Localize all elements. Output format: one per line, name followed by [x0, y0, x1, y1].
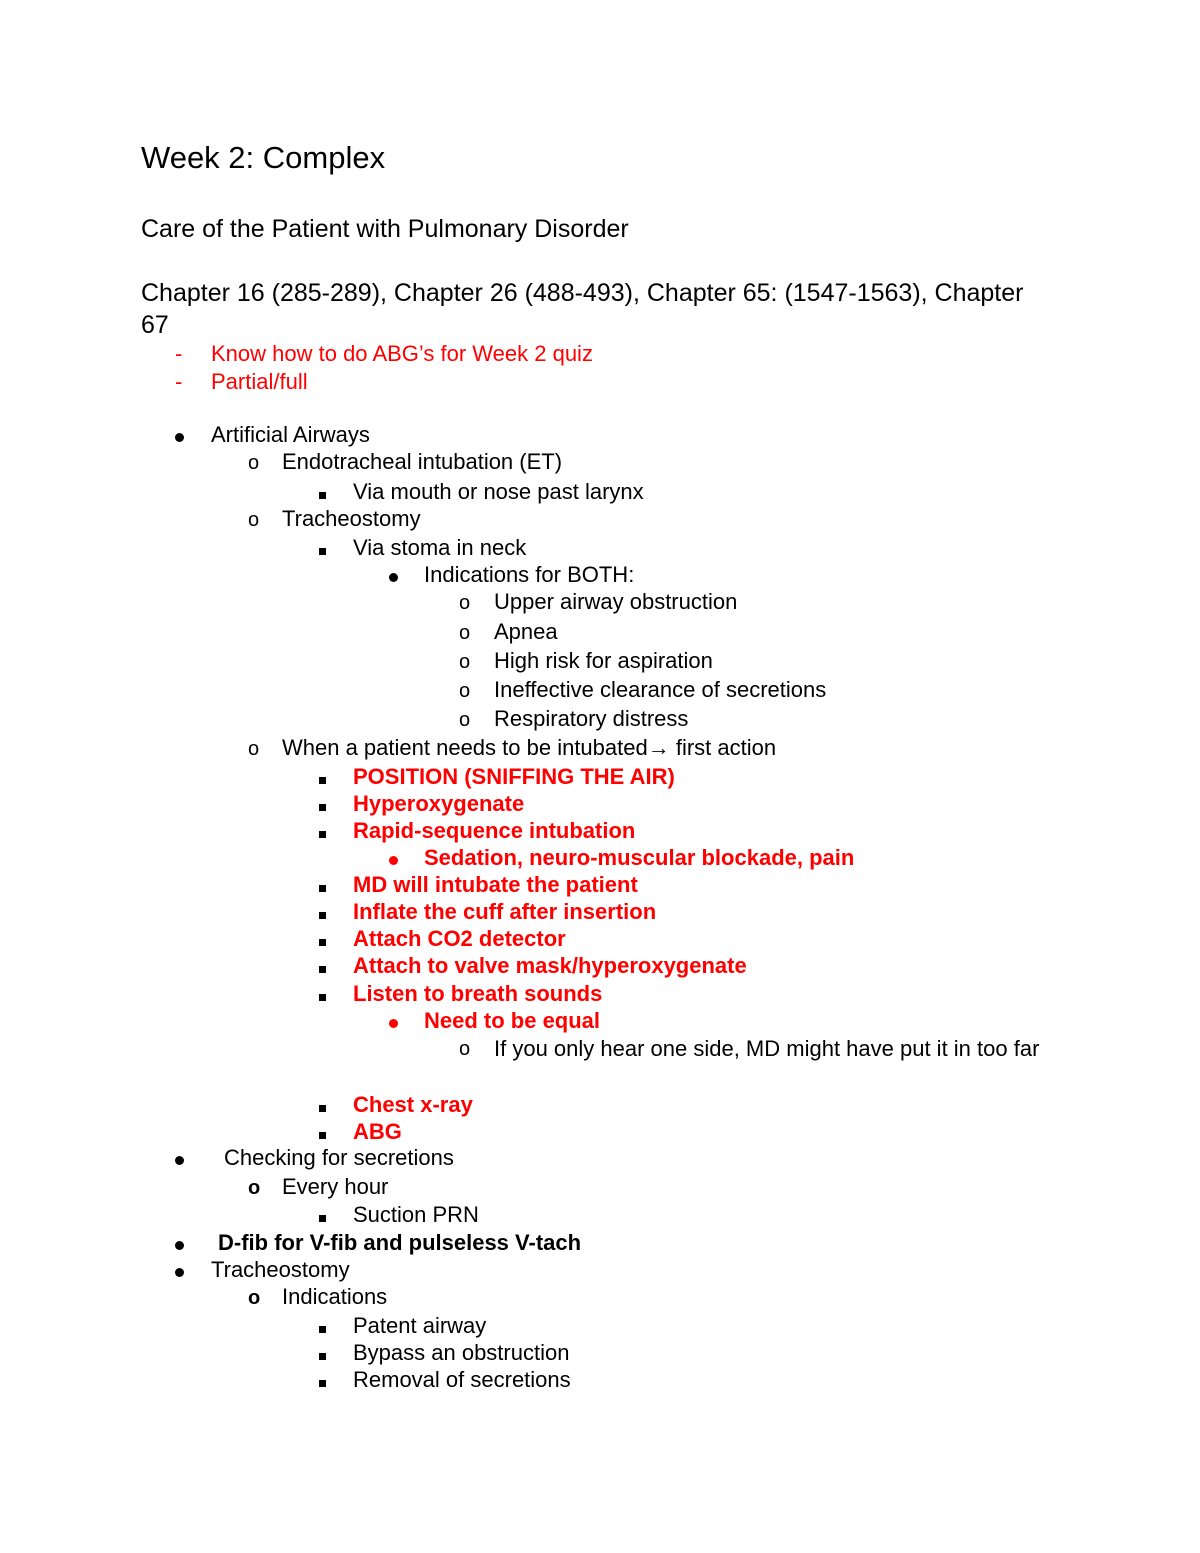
- list-item-text: Ineffective clearance of secretions: [494, 677, 827, 702]
- list-item: [0, 618, 1200, 646]
- list-item-text: Attach CO2 detector: [353, 926, 566, 951]
- list-item: [0, 1256, 1200, 1284]
- list-item: [0, 817, 1200, 845]
- list-item-text-part: When a patient needs to be intubated: [282, 735, 648, 760]
- list-item: [0, 1201, 1200, 1229]
- bullet-circle-icon: o: [459, 1038, 471, 1060]
- list-item-text: Removal of secretions: [353, 1367, 571, 1392]
- bullet-square-icon: [319, 1118, 326, 1146]
- list-item: [0, 1283, 1200, 1311]
- bullet-square-icon: [319, 898, 326, 926]
- bullet-circle-icon: o: [459, 680, 471, 702]
- list-item-text: Artificial Airways: [211, 422, 370, 447]
- list-item: [0, 1366, 1200, 1394]
- bullet-square-icon: [319, 790, 326, 818]
- list-item: [0, 478, 1200, 506]
- bullet-circle-icon: o: [459, 709, 471, 731]
- list-item-text: Need to be equal: [424, 1008, 601, 1033]
- bullet-square-icon: [319, 478, 326, 506]
- list-item-text: Patent airway: [353, 1313, 487, 1338]
- page-title: Week 2: Complex: [141, 140, 386, 175]
- list-item: [0, 1091, 1200, 1119]
- list-item: [0, 734, 1200, 762]
- bullet-square-icon: [319, 1201, 326, 1229]
- list-item: [0, 1034, 1200, 1092]
- bullet-square-icon: [319, 1339, 326, 1367]
- list-item: [0, 534, 1200, 562]
- bullet-square-icon: [319, 1091, 326, 1119]
- list-item: [0, 1229, 1200, 1257]
- list-item-text: Upper airway obstruction: [494, 589, 738, 614]
- list-item: [0, 561, 1200, 589]
- list-item: [0, 448, 1200, 476]
- bullet-disc-icon: [175, 1229, 184, 1257]
- list-item: [0, 1312, 1200, 1340]
- list-item: [0, 1173, 1200, 1201]
- list-item-text: Via stoma in neck: [353, 535, 527, 560]
- list-item-text: Bypass an obstruction: [353, 1340, 570, 1365]
- list-item: [0, 980, 1200, 1008]
- bullet-square-icon: [319, 1366, 326, 1394]
- list-item-text: If you only hear one side, MD might have put it in too far: [494, 1036, 1040, 1061]
- bullet-square-icon: [319, 925, 326, 953]
- list-item: [0, 1144, 1200, 1172]
- list-item-text: Checking for secretions: [224, 1145, 454, 1170]
- list-item-text: Apnea: [494, 619, 558, 644]
- list-item-text: D-fib for V-fib and pulseless V-tach: [218, 1230, 582, 1255]
- list-item: [0, 1007, 1200, 1035]
- list-item: [0, 1339, 1200, 1367]
- bullet-circle-icon: o: [459, 651, 471, 673]
- bullet-circle-icon: o: [459, 592, 471, 614]
- bullet-square-icon: [319, 871, 326, 899]
- bullet-circle-icon: o: [459, 622, 471, 644]
- dash-marker: -: [175, 369, 183, 394]
- list-item-text: Chest x-ray: [353, 1092, 473, 1117]
- bullet-circle-icon: o: [248, 1287, 261, 1309]
- dash-item-text: Partial/full: [211, 369, 308, 394]
- list-item-text: Hyperoxygenate: [353, 791, 525, 816]
- bullet-circle-icon: o: [248, 509, 260, 531]
- bullet-square-icon: [319, 763, 326, 791]
- list-item-text: Inflate the cuff after insertion: [353, 899, 657, 924]
- dash-item: [0, 340, 1200, 368]
- list-item: [0, 647, 1200, 675]
- list-item: [0, 505, 1200, 533]
- list-item-text: Indications for BOTH:: [424, 562, 635, 587]
- list-item-text: MD will intubate the patient: [353, 872, 638, 897]
- bullet-disc-icon: [175, 1144, 184, 1172]
- list-item: [0, 588, 1200, 616]
- list-item-text: Rapid-sequence intubation: [353, 818, 636, 843]
- list-item-text: Respiratory distress: [494, 706, 689, 731]
- bullet-circle-icon: o: [248, 1177, 261, 1199]
- list-item-text: Indications: [282, 1284, 388, 1309]
- list-item: [0, 952, 1200, 980]
- list-item-text: ABG: [353, 1119, 402, 1144]
- list-item: [0, 1118, 1200, 1146]
- list-item-text: Every hour: [282, 1174, 389, 1199]
- bullet-square-icon: [319, 952, 326, 980]
- list-item-text: Tracheostomy: [211, 1257, 350, 1282]
- list-item-text: [282, 734, 776, 762]
- bullet-square-icon: [319, 817, 326, 845]
- bullet-square-icon: [319, 980, 326, 1008]
- list-item: [0, 871, 1200, 899]
- chapter-references: Chapter 16 (285-289), Chapter 26 (488-493), Chapter 65: (1547-1563), Chapter 67: [141, 279, 1024, 339]
- bullet-disc-icon: [175, 421, 184, 449]
- list-item: [0, 898, 1200, 926]
- bullet-disc-icon: [175, 1256, 184, 1284]
- list-item: [0, 763, 1200, 791]
- bullet-square-icon: [319, 534, 326, 562]
- list-item-text-part: first action: [669, 735, 777, 760]
- list-item-text: Via mouth or nose past larynx: [353, 479, 644, 504]
- bullet-disc-icon: [389, 561, 398, 589]
- list-item-text: Attach to valve mask/hyperoxygenate: [353, 953, 747, 978]
- bullet-disc-icon: [389, 844, 398, 872]
- list-item: [0, 676, 1200, 704]
- list-item-text: High risk for aspiration: [494, 648, 713, 673]
- bullet-circle-icon: o: [248, 452, 260, 474]
- arrow-right-icon: →: [647, 735, 670, 760]
- dash-item: [0, 368, 1200, 396]
- list-item-text: Suction PRN: [353, 1202, 479, 1227]
- list-item-text: POSITION (SNIFFING THE AIR): [353, 764, 675, 789]
- list-item-text: Tracheostomy: [282, 506, 421, 531]
- list-item: [0, 421, 1200, 449]
- list-item-text: Listen to breath sounds: [353, 981, 603, 1006]
- dash-marker: -: [175, 341, 183, 366]
- bullet-disc-icon: [389, 1007, 398, 1035]
- list-item: [0, 790, 1200, 818]
- list-item-text: Sedation, neuro-muscular blockade, pain: [424, 845, 855, 870]
- dash-item-text: Know how to do ABG’s for Week 2 quiz: [211, 341, 593, 366]
- list-item-text: Endotracheal intubation (ET): [282, 449, 563, 474]
- list-item: [0, 925, 1200, 953]
- list-item: [0, 705, 1200, 733]
- list-item: [0, 844, 1200, 872]
- bullet-circle-icon: o: [248, 738, 260, 760]
- section-title: Care of the Patient with Pulmonary Disorder: [141, 215, 629, 243]
- bullet-square-icon: [319, 1312, 326, 1340]
